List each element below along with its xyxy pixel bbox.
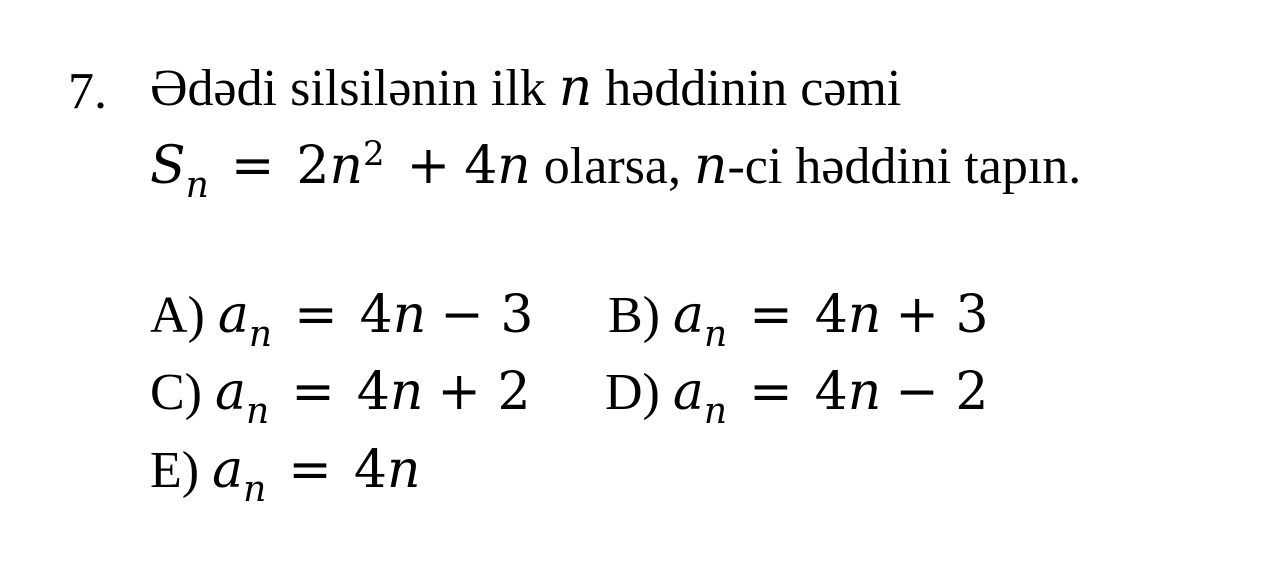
option-var: a [212, 440, 244, 500]
option-b[interactable] [608, 285, 989, 355]
option-e[interactable] [150, 440, 421, 510]
option-label: B) [608, 287, 660, 344]
option-coef: 4 [359, 285, 393, 345]
option-coef: 4 [814, 285, 848, 345]
equals-sign: = [230, 136, 275, 196]
option-a[interactable] [150, 285, 534, 355]
term1-coefficient: 2 [296, 136, 330, 196]
option-tail: + 2 [437, 362, 531, 422]
option-eq: = [291, 362, 335, 422]
option-tail: − 3 [440, 285, 534, 345]
option-sub: n [703, 391, 728, 432]
sum-symbol: S [150, 136, 186, 196]
variable-n-2: n [693, 136, 728, 196]
option-eq: = [294, 285, 338, 345]
plus-sign: + [406, 136, 451, 196]
question-text-olarsa: olarsa, [543, 138, 681, 195]
option-label: A) [150, 287, 205, 344]
question-line-1 [150, 58, 902, 118]
option-label: C) [150, 364, 202, 421]
options-row-3 [150, 440, 421, 510]
sum-subscript: n [185, 165, 209, 206]
question-text-start: Ədədi silsilənin ilk [150, 60, 546, 117]
question-line-2 [150, 134, 1082, 206]
option-eq: = [749, 285, 793, 345]
option-var: a [672, 362, 704, 422]
option-sub: n [704, 314, 728, 355]
option-sub: n [243, 469, 267, 510]
term1-exponent: 2 [362, 134, 385, 174]
option-rhs-var: n [847, 285, 882, 345]
option-sub: n [246, 391, 270, 432]
option-var: a [217, 285, 249, 345]
option-label: D) [605, 364, 660, 421]
question-text-end: həddinin cəmi [605, 60, 902, 117]
option-var: a [215, 362, 247, 422]
option-rhs-var: n [386, 440, 421, 500]
option-tail: − 2 [895, 362, 989, 422]
variable-n: n [558, 58, 593, 118]
question-number: 7. [68, 63, 107, 120]
term2-coefficient: 4 [464, 136, 498, 196]
options-row-2 [150, 362, 989, 432]
question-text-tail: -ci həddini tapın. [727, 138, 1082, 195]
option-coef: 4 [356, 362, 390, 422]
option-coef: 4 [353, 440, 387, 500]
term2-variable: n [497, 136, 531, 196]
option-sub: n [248, 314, 273, 355]
option-rhs-var: n [847, 362, 882, 422]
option-tail: + 3 [895, 285, 989, 345]
option-rhs-var: n [392, 285, 427, 345]
option-coef: 4 [814, 362, 848, 422]
option-eq: = [288, 440, 332, 500]
option-rhs-var: n [389, 362, 424, 422]
option-c[interactable] [150, 362, 531, 432]
option-eq: = [749, 362, 793, 422]
term1-variable: n [329, 136, 363, 196]
option-d[interactable] [605, 362, 989, 432]
option-var: a [673, 285, 705, 345]
option-label: E) [150, 442, 200, 499]
options-row-1 [150, 285, 989, 355]
